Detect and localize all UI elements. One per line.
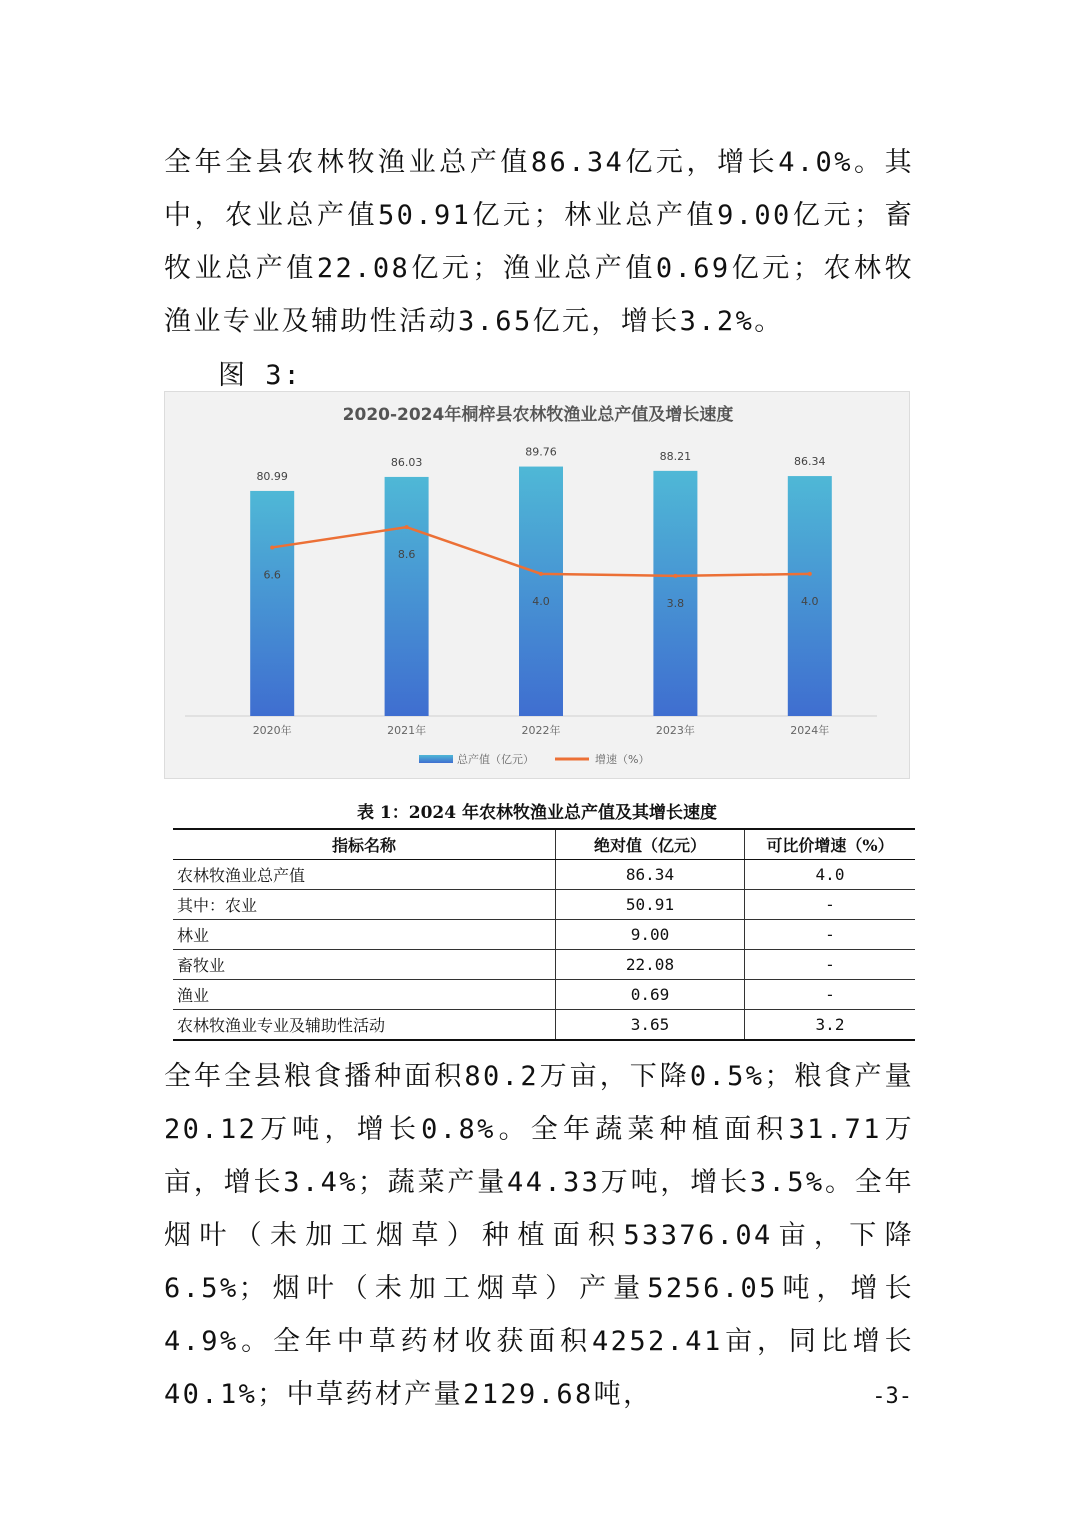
row-absolute-value: 9.00 [556,920,745,950]
growth-rate-point [673,574,677,578]
line-data-label: 6.6 [263,568,281,582]
line-data-label: 4.0 [801,594,819,608]
row-growth-rate: - [745,950,916,980]
bar-data-label: 86.34 [794,455,826,469]
row-growth-rate: - [745,980,916,1010]
row-absolute-value: 0.69 [556,980,745,1010]
legend-bar-swatch [419,755,453,763]
table-row [173,860,915,890]
x-tick-label: 2021年 [387,724,427,737]
line-data-label: 4.0 [532,594,550,608]
x-tick-label: 2020年 [252,724,292,737]
header-indicator: 指标名称 [173,829,556,860]
row-growth-rate: - [745,890,916,920]
bar-output-value [250,491,294,716]
line-data-label: 8.6 [397,548,416,562]
x-tick-label: 2023年 [655,724,695,737]
table-header-row [173,829,915,860]
row-growth-rate: 3.2 [745,1010,916,1041]
row-indicator-name: 畜牧业 [173,950,556,980]
table-row [173,980,915,1010]
growth-rate-point [405,525,409,529]
header-growth: 可比价增速（%） [745,829,916,860]
header-absolute-value: 绝对值（亿元） [556,829,745,860]
bar-data-label: 86.03 [390,455,423,469]
bar-output-value [519,467,563,716]
bar-data-label: 88.21 [659,449,692,463]
page-number: -3- [872,1384,912,1409]
row-indicator-name: 其中：农业 [173,890,556,920]
row-absolute-value: 3.65 [556,1010,745,1041]
row-absolute-value: 50.91 [556,890,745,920]
bar-data-label: 89.76 [525,445,557,459]
x-tick-label: 2022年 [521,724,561,737]
paragraph-output-value: 全年全县农林牧渔业总产值86.34亿元，增长4.0%。其中，农业总产值50.91亿元；林业总产值9.00亿元；畜牧业总产值22.08亿元；渔业总产值0.69亿元；农林牧渔业专业及辅助性活动3.65亿元，增长3.2%。 [164,147,914,337]
row-indicator-name: 渔业 [173,980,556,1010]
table-row [173,950,915,980]
table-row [173,1010,915,1041]
paragraph-crop-statistics: 全年全县粮食播种面积80.2万亩，下降0.5%；粮食产量20.12万吨，增长0.8%。全年蔬菜种植面积31.71万亩，增长3.4%；蔬菜产量44.33万吨，增长3.5%。全年烟叶（未加工烟草）种植面积53376.04亩，下降6.5%；烟叶（未加工烟草）产量5256.05吨，增长4.9%。全年中草药材收获面积4252.41亩，同比增长40.1%；中草药材产量2129.68吨， [164,1061,914,1410]
x-tick-label: 2024年 [790,724,830,737]
bar-output-value [653,471,697,716]
table-title: 表 1：2024 年农林牧渔业总产值及其增长速度 [357,803,717,823]
row-growth-rate: 4.0 [745,860,916,890]
legend-line-label: 增速（%） [595,753,650,766]
table-row [173,890,915,920]
growth-rate-point [539,572,543,576]
chart-panel [164,391,910,779]
row-indicator-name: 农林牧渔业总产值 [173,860,556,890]
bar-data-label: 80.99 [256,469,288,483]
combo-chart [165,392,911,780]
growth-rate-point [808,572,812,576]
table-row [173,920,915,950]
chart-title: 2020-2024年桐梓县农林牧渔业总产值及增长速度 [342,405,734,425]
output-table [173,828,915,1041]
figure-label: 图 3: [218,360,302,391]
growth-rate-point [270,545,274,549]
line-data-label: 3.8 [666,596,685,610]
row-absolute-value: 86.34 [556,860,745,890]
legend-bar-label: 总产值（亿元） [457,753,534,766]
row-growth-rate: - [745,920,916,950]
row-indicator-name: 农林牧渔业专业及辅助性活动 [173,1010,556,1041]
row-indicator-name: 林业 [173,920,556,950]
bar-output-value [385,477,429,716]
row-absolute-value: 22.08 [556,950,745,980]
